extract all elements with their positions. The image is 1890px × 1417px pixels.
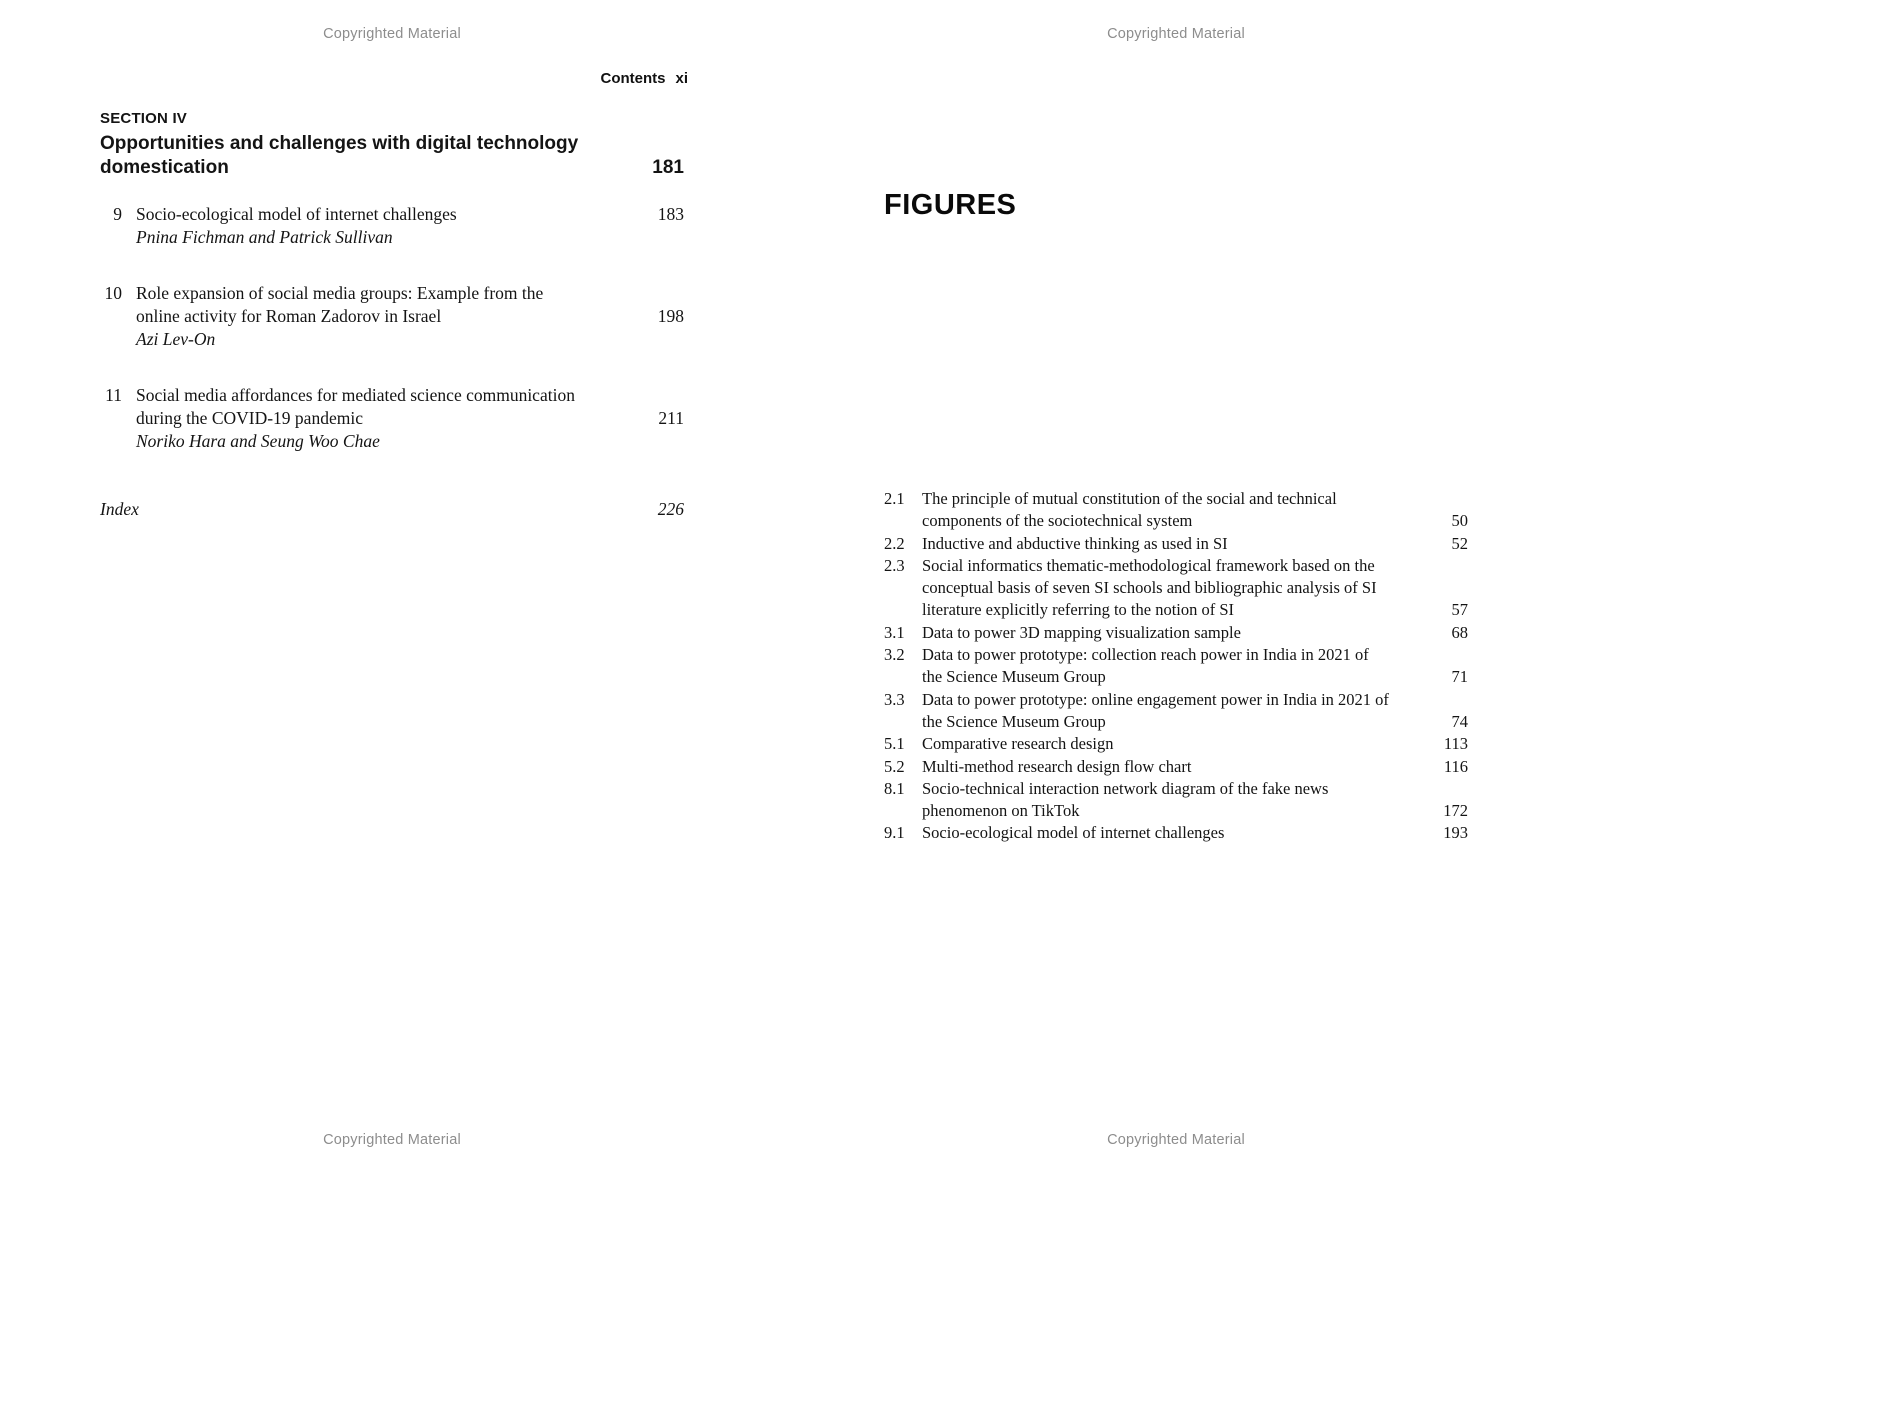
- running-head-page-number: xi: [675, 70, 688, 87]
- chapter-number: 9: [113, 204, 122, 224]
- figure-page-number: 74: [1451, 711, 1468, 731]
- chapter-title: Social media affordances for mediated science communication during the COVID-19 pandemic: [136, 385, 575, 428]
- chapter-entry: [100, 203, 684, 249]
- figure-title: Social informatics thematic-methodological framework based on the conceptual basis of seven SI schools and bibliographic analysis of SI literature explicitly referring to the notion of SI: [922, 555, 1377, 620]
- figure-title: Data to power 3D mapping visualization sample: [922, 622, 1241, 642]
- figure-entry: [884, 822, 1468, 844]
- contents-page: [100, 0, 688, 1417]
- figure-entry: [884, 733, 1468, 755]
- figure-number: 5.2: [884, 756, 905, 776]
- chapter-number: 10: [104, 283, 122, 303]
- index-entry: [100, 499, 684, 520]
- figure-entry: [884, 689, 1468, 734]
- chapter-page-number: 198: [657, 306, 684, 326]
- figure-title: Multi-method research design flow chart: [922, 756, 1192, 776]
- figure-title: Socio-technical interaction network diagram of the fake news phenomenon on TikTok: [922, 778, 1329, 821]
- figure-entry: [884, 644, 1468, 689]
- copyright-notice-bottom-left: Copyrighted Material: [323, 1132, 461, 1148]
- figures-page: [884, 0, 1468, 1417]
- figure-title: Inductive and abductive thinking as used in SI: [922, 533, 1228, 553]
- figure-page-number: 68: [1451, 622, 1468, 642]
- figure-entry: [884, 622, 1468, 644]
- figure-page-number: 113: [1443, 734, 1468, 754]
- copyright-notice-top-left: Copyrighted Material: [323, 26, 461, 42]
- figure-number: 3.3: [884, 689, 905, 709]
- chapter-number: 11: [105, 385, 122, 405]
- chapter-list: [100, 203, 684, 453]
- section-label: SECTION IV: [100, 110, 188, 127]
- figure-page-number: 193: [1443, 823, 1468, 843]
- section-heading: [100, 110, 684, 179]
- figure-entry: [884, 488, 1468, 533]
- figure-number: 3.1: [884, 622, 905, 642]
- chapter-title-row: [100, 203, 684, 226]
- chapter-authors: Noriko Hara and Seung Woo Chae: [136, 431, 380, 451]
- chapter-entry: [100, 384, 684, 453]
- figures-heading: FIGURES: [884, 189, 1017, 221]
- contents-body: [100, 0, 684, 520]
- figure-entry: [884, 555, 1468, 622]
- figure-title: Comparative research design: [922, 734, 1114, 754]
- figure-number: 5.1: [884, 734, 905, 754]
- index-title: Index: [100, 499, 139, 519]
- figure-list: [884, 488, 1468, 845]
- figure-number: 8.1: [884, 778, 905, 798]
- copyright-notice-bottom-right: Copyrighted Material: [1107, 1132, 1245, 1148]
- chapter-title: Role expansion of social media groups: Example from the online activity for Roman Zadorov in Israel: [136, 283, 544, 326]
- figure-number: 2.1: [884, 489, 905, 508]
- chapter-page-number: 183: [657, 204, 684, 224]
- figure-page-number: 52: [1451, 533, 1468, 553]
- chapter-title: Socio-ecological model of internet challenges: [136, 204, 457, 224]
- chapter-title-row: [100, 384, 684, 430]
- chapter-title-row: [100, 282, 684, 328]
- figure-title: The principle of mutual constitution of the social and technical components of the sociotechnical system: [922, 489, 1337, 531]
- figure-page-number: 50: [1451, 511, 1468, 531]
- figure-title: Socio-ecological model of internet challenges: [922, 823, 1225, 843]
- figure-page-number: 116: [1443, 756, 1468, 776]
- section-title: Opportunities and challenges with digital technology domestication: [100, 133, 579, 178]
- figure-number: 3.2: [884, 645, 905, 665]
- figure-number: 2.2: [884, 533, 905, 553]
- figure-entry: [884, 778, 1468, 823]
- copyright-notice-top-right: Copyrighted Material: [1107, 26, 1245, 42]
- section-page-number: 181: [652, 156, 684, 178]
- figure-page-number: 172: [1443, 801, 1468, 821]
- figure-entry: [884, 756, 1468, 778]
- chapter-authors: Azi Lev-On: [136, 329, 216, 349]
- figure-page-number: 57: [1451, 600, 1468, 620]
- running-head-title: Contents: [600, 70, 666, 87]
- figure-entry: [884, 533, 1468, 555]
- figure-number: 9.1: [884, 823, 905, 843]
- chapter-page-number: 211: [658, 408, 684, 428]
- figure-page-number: 71: [1451, 667, 1468, 687]
- chapter-authors: Pnina Fichman and Patrick Sullivan: [136, 227, 393, 247]
- chapter-entry: [100, 282, 684, 351]
- figure-title: Data to power prototype: collection reach power in India in 2021 of the Science Museum Group: [922, 645, 1369, 687]
- index-page-number: 226: [657, 499, 684, 519]
- figure-title: Data to power prototype: online engagement power in India in 2021 of the Science Museum Group: [922, 689, 1389, 731]
- section-title-row: [100, 132, 684, 179]
- figure-number: 2.3: [884, 555, 905, 575]
- running-head: [600, 70, 688, 87]
